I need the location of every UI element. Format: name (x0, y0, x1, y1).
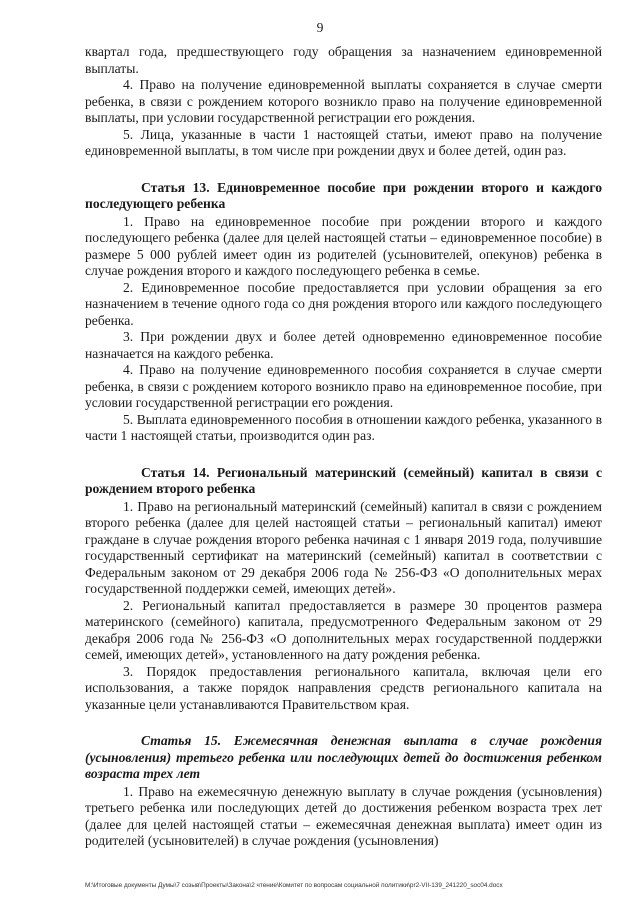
page-number: 9 (316, 20, 324, 35)
article-14-paragraph: 1. Право на региональный материнский (семейный) капитал в связи с рождением второго ребенка (далее для целей настоящей статьи – региональный капитал) имеют граждане в случае рождения второго ребенка начиная с 1 января 2019 года, получившие государственный сертификат на материнский (семейный) капитал в соответствии с Федеральным законом от 29 декабря 2006 года № 256-ФЗ «О дополнительных мерах государственной поддержки семей, имеющих детей». (85, 498, 602, 596)
article-13-heading: Статья 13. Единовременное пособие при рождении второго и каждого последующего ребенка (85, 179, 602, 211)
article-13-paragraph: 3. При рождении двух и более детей одновременно единовременное пособие назначается на каждого ребенка. (85, 329, 602, 361)
article-14-paragraph: 3. Порядок предоставления регионального капитала, включая цели его использования, а также порядок направления средств регионального капитала на указанные цели устанавливаются Правительством края. (85, 663, 602, 712)
article-15-heading: Статья 15. Ежемесячная денежная выплата в случае рождения (усыновления) третьего ребенка или последующих детей до достижения ребенком возраста трех лет (85, 733, 602, 781)
file-path-footer: M:\Итоговые документы Думы\7 созыв\Проекты\Закона\2 чтение\Комитет по вопросам социальной политики\pr2-VII-139_241220_soc04.docx (85, 882, 503, 889)
article-13-paragraph: 2. Единовременное пособие предоставляется при условии обращения за его назначением в течение одного года со дня рождения второго или каждого последующего ребенка. (85, 279, 602, 328)
article-13-paragraph: 5. Выплата единовременного пособия в отношении каждого ребенка, указанного в части 1 настоящей статьи, производится один раз. (85, 411, 602, 443)
article-15-paragraph: 1. Право на ежемесячную денежную выплату в случае рождения (усыновления) третьего ребенка или последующих детей до достижения ребенком возраста трех лет (далее для целей настоящей статьи – ежемесячная денежная выплата) имеет один из родителей (усыновителей) в случае рождения (усыновления) (85, 783, 602, 848)
article-14-paragraph: 2. Региональный капитал предоставляется в размере 30 процентов размера материнского (семейного) капитала, предусмотренного Федеральным законом от 29 декабря 2006 года № 256-ФЗ «О дополнительных мерах государственной поддержки семей, имеющих детей», установленного на дату рождения ребенка. (85, 597, 602, 662)
article-13-paragraph: 4. Право на получение единовременного пособия сохраняется в случае смерти ребенка, в связи с рождением которого возникло право на единовременное пособие, при условии государственной регистрации его рождения. (85, 362, 602, 410)
intro-paragraph: квартал года, предшествующего году обращения за назначением единовременной выплаты. (85, 44, 602, 76)
article-14-heading: Статья 14. Региональный материнский (семейный) капитал в связи с рождением второго ребенка (85, 464, 602, 496)
article-13-paragraph: 1. Право на единовременное пособие при рождении второго и каждого последующего ребенка (далее для целей настоящей статьи – единовременное пособие) в размере 5 000 рублей имеет один из родителей (усыновителей, опекунов) ребенка в случае рождения второго и каждого последующего ребенка в семье. (85, 213, 602, 278)
intro-paragraph: 5. Лица, указанные в части 1 настоящей статьи, имеют право на получение единовременной выплаты, в том числе при рождении двух и более детей, один раз. (85, 126, 602, 158)
intro-paragraph: 4. Право на получение единовременной выплаты сохраняется в случае смерти ребенка, в связи с рождением которого возникло право на получение единовременной выплаты, при условии государственной регистрации его рождения. (85, 77, 602, 125)
document-body (85, 44, 602, 850)
